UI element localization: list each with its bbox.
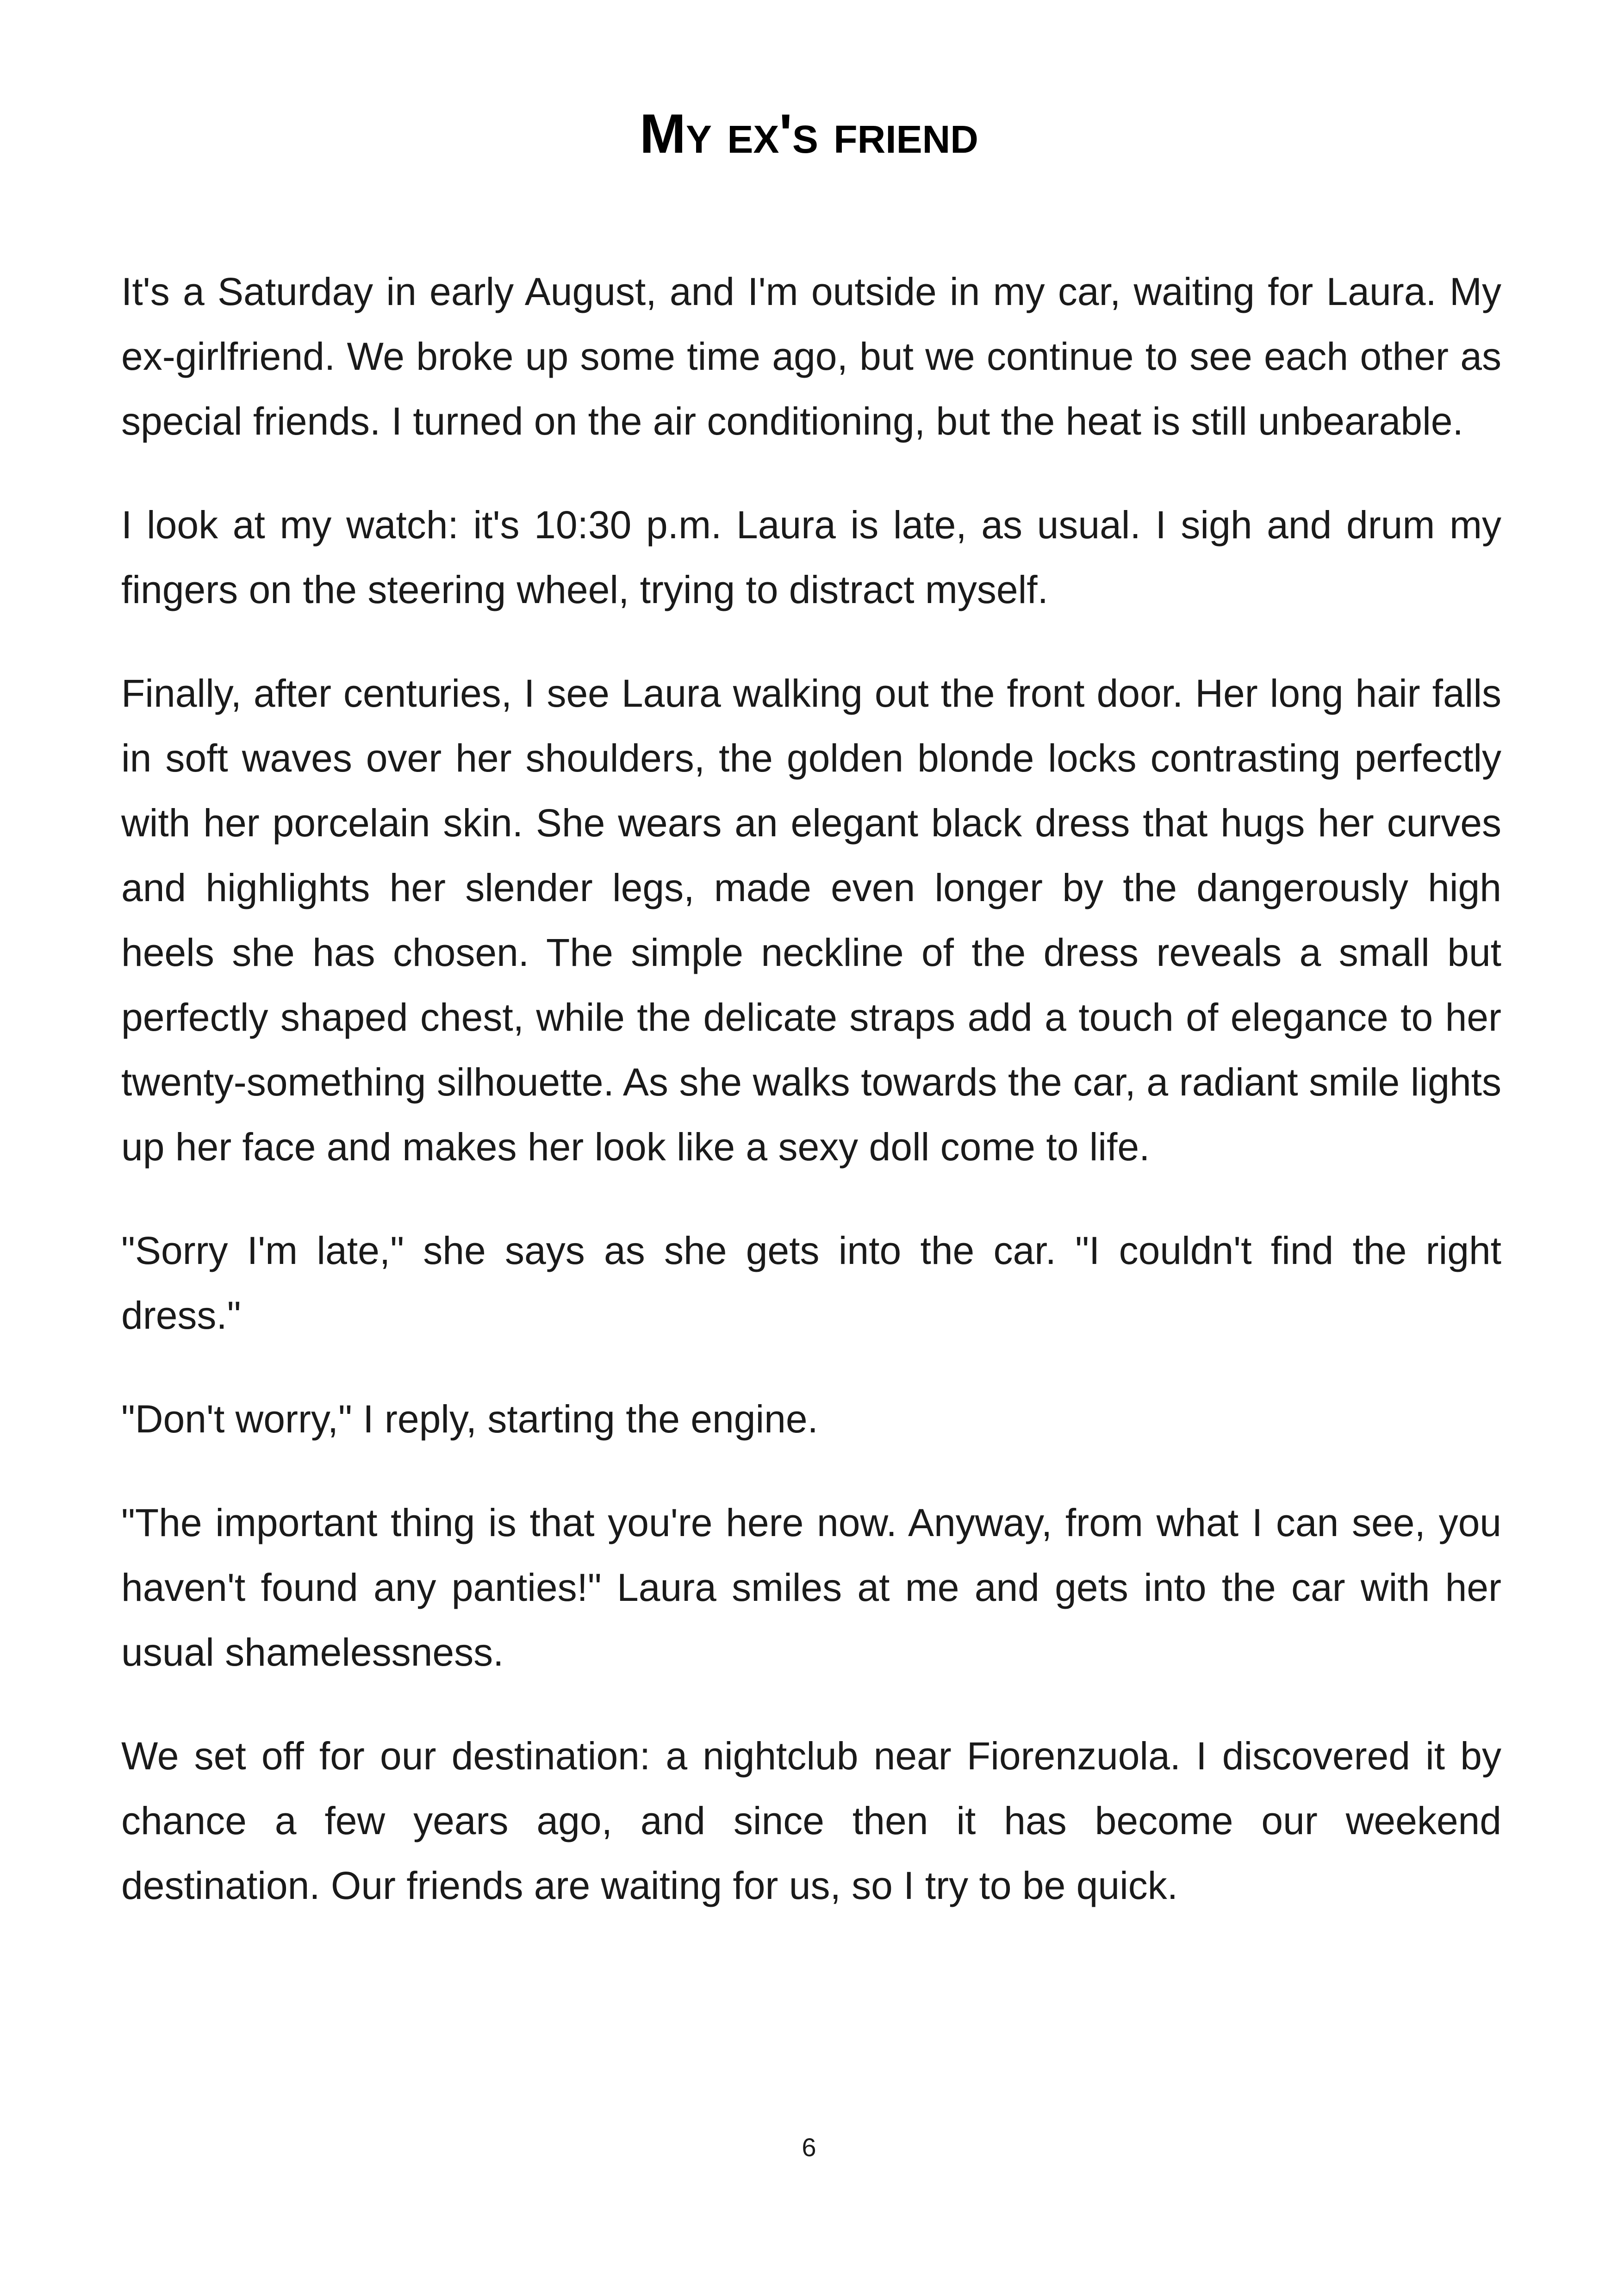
- paragraph: "The important thing is that you're here now. Anyway, from what I can see, you haven't found any panties!" Laura smiles at me and gets into the car with her usual shamelessness.: [121, 1501, 1501, 1674]
- paragraph: It's a Saturday in early August, and I'm outside in my car, waiting for Laura. My ex-girlfriend. We broke up some time ago, but we continue to see each other as special friends. I turned on the air conditioning, but the heat is still unbearable.: [121, 270, 1501, 443]
- paragraph: Finally, after centuries, I see Laura walking out the front door. Her long hair falls in soft waves over her shoulders, the golden blonde locks contrasting perfectly with her porcelain skin. She wears an elegant black dress that hugs her curves and highlights her slender legs, made even longer by the dangerously high heels she has chosen. The simple neckline of the dress reveals a small but perfectly shaped chest, while the delicate straps add a touch of elegance to her twenty-something silhouette. As she walks towards the car, a radiant smile lights up her face and makes her look like a sexy doll come to life.: [121, 672, 1501, 1169]
- chapter-title: My ex's friend: [640, 103, 978, 165]
- page-number: 6: [802, 2133, 816, 2162]
- paragraph: "Sorry I'm late," she says as she gets into the car. "I couldn't find the right dress.": [121, 1229, 1501, 1337]
- paragraph: "Don't worry," I reply, starting the engine.: [121, 1397, 818, 1441]
- paragraph: I look at my watch: it's 10:30 p.m. Laura is late, as usual. I sigh and drum my fingers on the steering wheel, trying to distract myself.: [121, 503, 1501, 611]
- body-text: [121, 259, 1501, 1957]
- paragraph: We set off for our destination: a nightclub near Fiorenzuola. I discovered it by chance a few years ago, and since then it has become our weekend destination. Our friends are waiting for us, so I try to be quick.: [121, 1734, 1501, 1907]
